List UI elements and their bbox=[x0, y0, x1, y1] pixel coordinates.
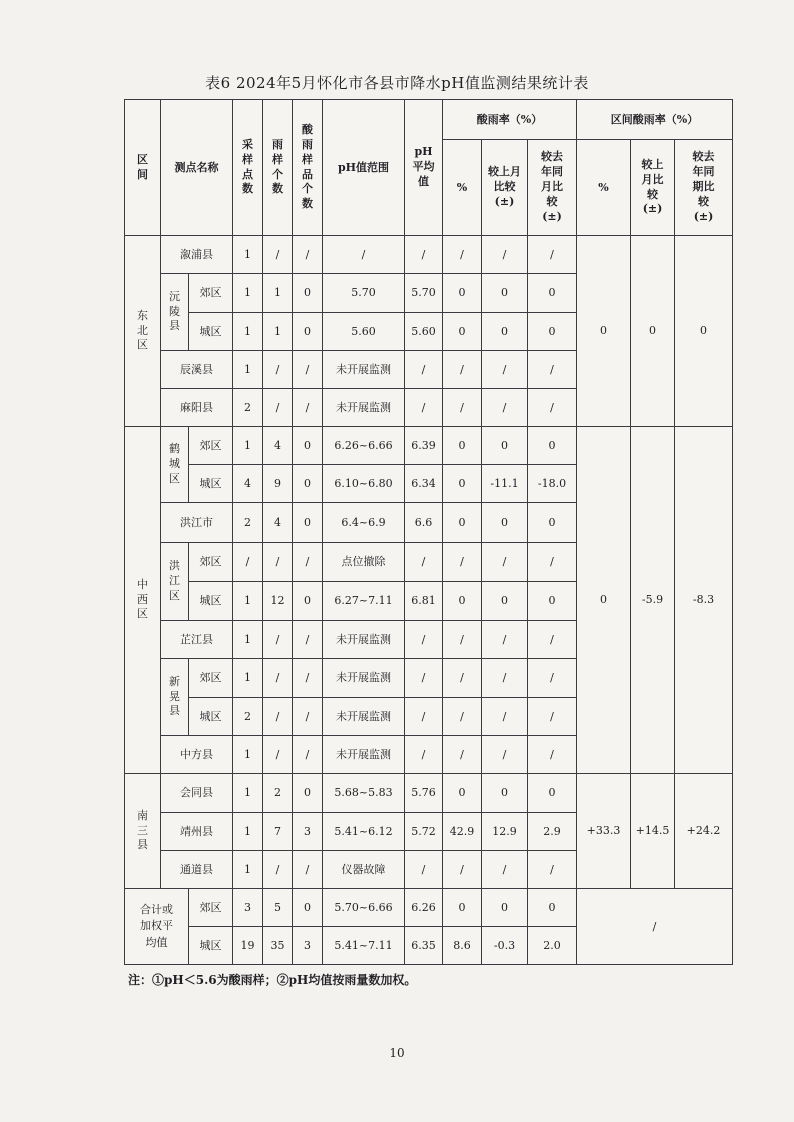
cell: / bbox=[405, 659, 443, 698]
cell: 0 bbox=[482, 503, 528, 543]
cell: 6.34 bbox=[405, 465, 443, 503]
group-label: 新晃县 bbox=[161, 659, 189, 736]
cell: 0 bbox=[293, 774, 323, 813]
station-name: 芷江县 bbox=[161, 621, 233, 659]
cell: 6.10~6.80 bbox=[323, 465, 405, 503]
cell: 5.60 bbox=[405, 313, 443, 351]
cell: / bbox=[263, 389, 293, 427]
cell: 1 bbox=[233, 582, 263, 621]
table-row bbox=[125, 889, 733, 927]
region-rate: 0 bbox=[577, 427, 631, 774]
header-vs-last-year: 较去年同月比较(±) bbox=[528, 140, 577, 236]
header-pct: % bbox=[443, 140, 482, 236]
station-name: 通道县 bbox=[161, 851, 233, 889]
cell: 3 bbox=[233, 889, 263, 927]
cell: 0 bbox=[293, 582, 323, 621]
region-rate: +33.3 bbox=[577, 774, 631, 889]
cell: / bbox=[263, 621, 293, 659]
region-vs-year: -8.3 bbox=[675, 427, 733, 774]
cell: 3 bbox=[293, 813, 323, 851]
station-name: 城区 bbox=[189, 465, 233, 503]
cell: 1 bbox=[263, 313, 293, 351]
cell: 0 bbox=[293, 313, 323, 351]
cell: 0 bbox=[443, 889, 482, 927]
cell: 6.81 bbox=[405, 582, 443, 621]
header-rain-count: 雨样个数 bbox=[263, 100, 293, 236]
cell: 0 bbox=[482, 582, 528, 621]
header-region-acid-rate: 区间酸雨率（%） bbox=[577, 100, 733, 140]
header-sample-points: 采样点数 bbox=[233, 100, 263, 236]
page-number: 10 bbox=[389, 1046, 405, 1060]
cell: 1 bbox=[233, 774, 263, 813]
cell: / bbox=[293, 659, 323, 698]
cell: 未开展监测 bbox=[323, 698, 405, 736]
cell: 6.35 bbox=[405, 927, 443, 965]
total-region-rate: / bbox=[577, 889, 733, 965]
table-title: 表6 2024年5月怀化市各县市降水pH值监测结果统计表 bbox=[205, 74, 589, 92]
cell: 0 bbox=[482, 774, 528, 813]
cell: / bbox=[443, 851, 482, 889]
cell: / bbox=[263, 236, 293, 274]
cell: / bbox=[443, 736, 482, 774]
cell: 点位撤除 bbox=[323, 543, 405, 582]
cell: 未开展监测 bbox=[323, 389, 405, 427]
cell: / bbox=[405, 389, 443, 427]
cell: 0 bbox=[528, 889, 577, 927]
cell: / bbox=[263, 851, 293, 889]
cell: 未开展监测 bbox=[323, 659, 405, 698]
cell: 1 bbox=[233, 659, 263, 698]
cell: / bbox=[482, 698, 528, 736]
station-name: 溆浦县 bbox=[161, 236, 233, 274]
cell: / bbox=[263, 698, 293, 736]
cell: 0 bbox=[528, 313, 577, 351]
station-name: 郊区 bbox=[189, 659, 233, 698]
cell: 1 bbox=[233, 427, 263, 465]
cell: 6.6 bbox=[405, 503, 443, 543]
cell: 8.6 bbox=[443, 927, 482, 965]
cell: / bbox=[443, 659, 482, 698]
station-name: 郊区 bbox=[189, 543, 233, 582]
cell: 5.72 bbox=[405, 813, 443, 851]
cell: -11.1 bbox=[482, 465, 528, 503]
cell: 0 bbox=[443, 427, 482, 465]
cell: 未开展监测 bbox=[323, 621, 405, 659]
cell: 0 bbox=[482, 889, 528, 927]
cell: 5.41~7.11 bbox=[323, 927, 405, 965]
cell: -18.0 bbox=[528, 465, 577, 503]
cell: / bbox=[482, 621, 528, 659]
cell: 未开展监测 bbox=[323, 351, 405, 389]
cell: / bbox=[263, 659, 293, 698]
cell: / bbox=[405, 621, 443, 659]
header-vs-last-month: 较上月比较(±) bbox=[482, 140, 528, 236]
cell: 0 bbox=[443, 774, 482, 813]
cell: / bbox=[482, 659, 528, 698]
cell: 1 bbox=[233, 621, 263, 659]
header-acid-rate: 酸雨率（%） bbox=[443, 100, 577, 140]
station-name: 郊区 bbox=[189, 274, 233, 313]
cell: / bbox=[293, 236, 323, 274]
header-region-pct: % bbox=[577, 140, 631, 236]
cell: 6.39 bbox=[405, 427, 443, 465]
cell: / bbox=[482, 543, 528, 582]
cell: 0 bbox=[293, 427, 323, 465]
cell: 1 bbox=[233, 236, 263, 274]
cell: 2.9 bbox=[528, 813, 577, 851]
cell: 1 bbox=[233, 736, 263, 774]
cell: 0 bbox=[443, 465, 482, 503]
cell: / bbox=[443, 543, 482, 582]
cell: / bbox=[263, 351, 293, 389]
ph-monitoring-table bbox=[124, 99, 733, 965]
cell: 0 bbox=[528, 774, 577, 813]
region-rate: 0 bbox=[577, 236, 631, 427]
cell: 1 bbox=[233, 851, 263, 889]
cell: 35 bbox=[263, 927, 293, 965]
cell: 0 bbox=[482, 274, 528, 313]
cell: / bbox=[405, 698, 443, 736]
region-vs-year: 0 bbox=[675, 236, 733, 427]
station-name: 城区 bbox=[189, 582, 233, 621]
cell: / bbox=[528, 659, 577, 698]
cell: 1 bbox=[233, 351, 263, 389]
station-name: 郊区 bbox=[189, 427, 233, 465]
cell: 5 bbox=[263, 889, 293, 927]
cell: / bbox=[443, 351, 482, 389]
region-label: 中西区 bbox=[125, 427, 161, 774]
cell: 0 bbox=[528, 274, 577, 313]
cell: / bbox=[293, 389, 323, 427]
cell: 5.70~6.66 bbox=[323, 889, 405, 927]
region-vs-month: 0 bbox=[631, 236, 675, 427]
total-label: 合计或加权平均值 bbox=[125, 889, 189, 965]
cell: 0 bbox=[293, 465, 323, 503]
cell: / bbox=[405, 351, 443, 389]
table-row bbox=[125, 774, 733, 813]
cell: / bbox=[405, 851, 443, 889]
cell: 6.26~6.66 bbox=[323, 427, 405, 465]
cell: / bbox=[405, 236, 443, 274]
cell: / bbox=[293, 621, 323, 659]
cell: / bbox=[405, 543, 443, 582]
station-name: 辰溪县 bbox=[161, 351, 233, 389]
cell: / bbox=[528, 351, 577, 389]
cell: / bbox=[443, 389, 482, 427]
footnote: 注：①pH＜5.6为酸雨样；②pH均值按雨量数加权。 bbox=[128, 973, 417, 987]
cell: 6.27~7.11 bbox=[323, 582, 405, 621]
cell: / bbox=[528, 236, 577, 274]
cell: 2 bbox=[233, 698, 263, 736]
station-name: 城区 bbox=[189, 313, 233, 351]
cell: 0 bbox=[482, 313, 528, 351]
station-name: 城区 bbox=[189, 927, 233, 965]
cell: 2 bbox=[233, 503, 263, 543]
cell: / bbox=[293, 851, 323, 889]
cell: 42.9 bbox=[443, 813, 482, 851]
cell: 9 bbox=[263, 465, 293, 503]
station-name: 郊区 bbox=[189, 889, 233, 927]
table-row bbox=[125, 427, 733, 465]
cell: 5.70 bbox=[405, 274, 443, 313]
cell: / bbox=[482, 236, 528, 274]
header-station: 测点名称 bbox=[161, 100, 233, 236]
cell: 5.68~5.83 bbox=[323, 774, 405, 813]
station-name: 会同县 bbox=[161, 774, 233, 813]
cell: -0.3 bbox=[482, 927, 528, 965]
cell: 0 bbox=[443, 313, 482, 351]
station-name: 城区 bbox=[189, 698, 233, 736]
cell: / bbox=[482, 736, 528, 774]
cell: 1 bbox=[233, 313, 263, 351]
cell: / bbox=[443, 698, 482, 736]
cell: / bbox=[233, 543, 263, 582]
cell: 4 bbox=[233, 465, 263, 503]
cell: 2 bbox=[233, 389, 263, 427]
cell: 1 bbox=[233, 813, 263, 851]
cell: / bbox=[263, 543, 293, 582]
region-vs-month: -5.9 bbox=[631, 427, 675, 774]
header-region-vs-last-year: 较去年同期比较(±) bbox=[675, 140, 733, 236]
cell: 12 bbox=[263, 582, 293, 621]
station-name: 中方县 bbox=[161, 736, 233, 774]
cell: 4 bbox=[263, 503, 293, 543]
cell: / bbox=[263, 736, 293, 774]
station-name: 麻阳县 bbox=[161, 389, 233, 427]
cell: / bbox=[482, 851, 528, 889]
header-region: 区间 bbox=[125, 100, 161, 236]
region-label: 东北区 bbox=[125, 236, 161, 427]
cell: 12.9 bbox=[482, 813, 528, 851]
cell: 仪器故障 bbox=[323, 851, 405, 889]
cell: 0 bbox=[528, 582, 577, 621]
cell: 6.26 bbox=[405, 889, 443, 927]
cell: / bbox=[528, 736, 577, 774]
table-row bbox=[125, 236, 733, 274]
cell: 5.70 bbox=[323, 274, 405, 313]
cell: 2 bbox=[263, 774, 293, 813]
cell: 1 bbox=[263, 274, 293, 313]
cell: 3 bbox=[293, 927, 323, 965]
cell: / bbox=[528, 851, 577, 889]
cell: 0 bbox=[528, 503, 577, 543]
cell: 6.4~6.9 bbox=[323, 503, 405, 543]
cell: / bbox=[293, 543, 323, 582]
cell: / bbox=[323, 236, 405, 274]
cell: / bbox=[293, 736, 323, 774]
cell: / bbox=[528, 389, 577, 427]
group-label: 洪江区 bbox=[161, 543, 189, 621]
header-acid-count: 酸雨样品个数 bbox=[293, 100, 323, 236]
cell: 2.0 bbox=[528, 927, 577, 965]
cell: 5.76 bbox=[405, 774, 443, 813]
cell: / bbox=[528, 698, 577, 736]
cell: 5.60 bbox=[323, 313, 405, 351]
cell: / bbox=[528, 543, 577, 582]
cell: 0 bbox=[293, 889, 323, 927]
region-vs-year: +24.2 bbox=[675, 774, 733, 889]
cell: 7 bbox=[263, 813, 293, 851]
cell: 未开展监测 bbox=[323, 736, 405, 774]
cell: / bbox=[293, 698, 323, 736]
station-name: 靖州县 bbox=[161, 813, 233, 851]
cell: / bbox=[482, 389, 528, 427]
cell: / bbox=[482, 351, 528, 389]
cell: / bbox=[443, 621, 482, 659]
cell: 4 bbox=[263, 427, 293, 465]
cell: 0 bbox=[443, 503, 482, 543]
header-region-vs-last-month: 较上月比较(±) bbox=[631, 140, 675, 236]
cell: / bbox=[528, 621, 577, 659]
cell: / bbox=[405, 736, 443, 774]
cell: 19 bbox=[233, 927, 263, 965]
cell: / bbox=[443, 236, 482, 274]
station-name: 洪江市 bbox=[161, 503, 233, 543]
cell: 5.41~6.12 bbox=[323, 813, 405, 851]
group-label: 鹤城区 bbox=[161, 427, 189, 503]
cell: 0 bbox=[482, 427, 528, 465]
cell: 1 bbox=[233, 274, 263, 313]
header-ph-avg: pH平均值 bbox=[405, 100, 443, 236]
cell: 0 bbox=[293, 274, 323, 313]
cell: 0 bbox=[528, 427, 577, 465]
cell: / bbox=[293, 351, 323, 389]
cell: 0 bbox=[443, 274, 482, 313]
group-label: 沅陵县 bbox=[161, 274, 189, 351]
region-label: 南三县 bbox=[125, 774, 161, 889]
region-vs-month: +14.5 bbox=[631, 774, 675, 889]
cell: 0 bbox=[443, 582, 482, 621]
header-ph-range: pH值范围 bbox=[323, 100, 405, 236]
cell: 0 bbox=[293, 503, 323, 543]
